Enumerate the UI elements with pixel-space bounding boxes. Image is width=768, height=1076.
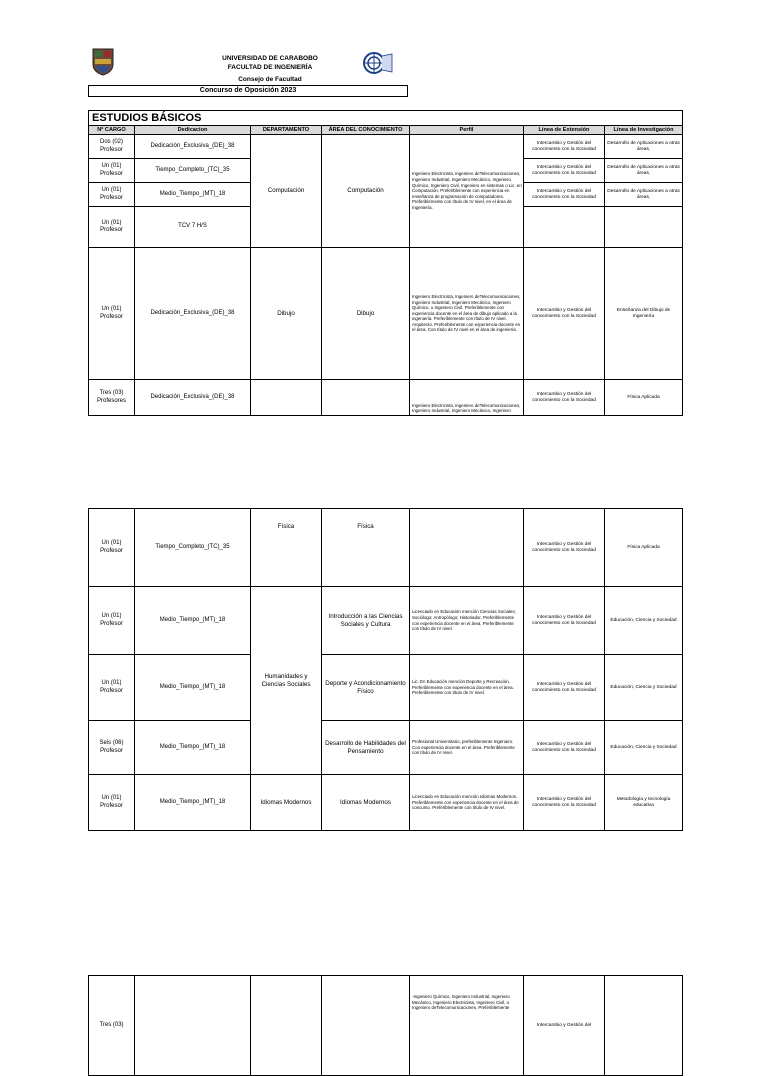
cargo-cell: Seis (06) Profesor xyxy=(89,721,135,775)
cargo-cell: Un (01) Profesor xyxy=(89,159,135,183)
investigacion-cell: Física Aplicada xyxy=(605,509,683,587)
table-row xyxy=(89,775,683,831)
table-row xyxy=(89,135,683,159)
perfil-cell: Lic. En Educación mención Deporte y Recreación. Preferiblemente con experiencia docente en el área. Preferiblemente con título de IV nivel. xyxy=(410,655,524,721)
perfil-cell: Ingeniero Electricista, Ingeniero deTelecomunicaciones, Ingeniero Industrial, Ingeniero Mecánico, Ingeniero xyxy=(410,380,524,416)
investigacion-cell: Educación, Ciencia y Sociedad xyxy=(605,721,683,775)
investigacion-cell: Física Aplicada xyxy=(605,380,683,416)
perfil-cell xyxy=(410,509,524,587)
cargo-cell: Un (01) Profesor xyxy=(89,587,135,655)
table-next-page xyxy=(88,975,683,1076)
extension-cell xyxy=(524,207,605,248)
table-row xyxy=(89,587,683,655)
table-row xyxy=(89,380,683,416)
departamento-cell xyxy=(251,976,322,1076)
cargo-cell: Dos (02) Profesor xyxy=(89,135,135,159)
faculty-name: FACULTAD DE INGENIERÍA xyxy=(227,64,313,71)
dedicacion-cell: Medio_Tiempo_(MT)_18 xyxy=(135,587,251,655)
col-header-departamento: DEPARTAMENTO xyxy=(251,126,322,135)
extension-cell: Intercambio y Gestión del conocimiento con la Sociedad xyxy=(524,587,605,655)
investigacion-cell: Enseñanza del Dibujo de Ingeniería xyxy=(605,248,683,380)
table-row xyxy=(89,655,683,721)
col-header-perfil: Perfil xyxy=(410,126,524,135)
area-cell: Física xyxy=(322,509,410,587)
col-header-investigacion: Línea de Investigación xyxy=(605,126,683,135)
extension-cell: Intercambio y Gestión del conocimiento con la Sociedad xyxy=(524,135,605,159)
extension-cell: Intercambio y Gestión del conocimiento con la Sociedad xyxy=(524,721,605,775)
departamento-cell: Computación xyxy=(251,135,322,248)
table-row xyxy=(89,248,683,380)
investigacion-cell: Educación, Ciencia y Sociedad xyxy=(605,655,683,721)
dedicacion-cell: Tiempo_Completo_(TC)_35 xyxy=(135,509,251,587)
dedicacion-cell: Medio_Tiempo_(MT)_18 xyxy=(135,183,251,207)
area-cell xyxy=(322,976,410,1076)
perfil-cell: Ingeniero Electricista, Ingeniero deTelecomunicaciones, Ingeniero Industrial, Ingeniero Mecánico, Ingeniero Químico, o Ingeniero Civil. Preferiblemente con experiencia docente en el área de dibujo aplicado a la ingeniería. Preferiblemente con título de IV nivel. Arquitecto. Preferiblemente con experiencia docente en el área. Con título de IV nivel en el área de ingeniería. xyxy=(410,248,524,380)
cargo-cell: Un (01) Profesor xyxy=(89,775,135,831)
area-cell: Introducción a las Ciencias Sociales y Cultura xyxy=(322,587,410,655)
dedicacion-cell: Dedicación_Exclusiva_(DE)_38 xyxy=(135,380,251,416)
perfil-cell: -Ingeniero Químico, Ingeniero Industrial, Ingeniero Mecánico, Ingeniero Electricista, Ingeniero Civil, o Ingeniero deTelecomunicaciones. Preferiblemente xyxy=(410,976,524,1076)
table-estudios-basicos-clip xyxy=(88,110,682,423)
council-name: Consejo de Facultad xyxy=(238,76,302,83)
dedicacion-cell: Medio_Tiempo_(MT)_18 xyxy=(135,655,251,721)
perfil-cell: Licenciado en Educación mención Ciencias Sociales; Sociólogo; Antropólogo; Historiador. Preferiblemente con experiencia docente en el área. Preferiblemente con título de IV nivel. xyxy=(410,587,524,655)
contest-title: Concurso de Oposición 2023 xyxy=(88,85,408,97)
table-continuation xyxy=(88,508,683,831)
area-cell: Computación xyxy=(322,135,410,248)
cargo-cell: Un (01) Profesor xyxy=(89,207,135,248)
col-header-dedicacion: Dedicacion xyxy=(135,126,251,135)
table-row xyxy=(89,721,683,775)
investigacion-cell xyxy=(605,976,683,1076)
extension-cell: Intercambio y Gestión del conocimiento con la Sociedad xyxy=(524,380,605,416)
departamento-cell xyxy=(251,380,322,416)
investigacion-cell: Desarrollo de Aplicaciones a otras áreas. xyxy=(605,135,683,159)
table-estudios-basicos xyxy=(88,110,683,416)
perfil-cell: Ingeniero Electricista, Ingeniero deTelecomunicaciones, Ingeniero Industrial, Ingeniero Mecánico, Ingeniero Químico, Ingeniero Civil, Ingeniero en sistemas o Lic. en Computación. Preferiblemente con experiencia en enseñanza de programación de computadores. Preferiblemente con título de IV nivel, en el área de Ingeniería. xyxy=(410,135,524,248)
dedicacion-cell: Medio_Tiempo_(MT)_18 xyxy=(135,721,251,775)
investigacion-cell: Desarrollo de Aplicaciones a otras áreas. xyxy=(605,183,683,207)
dedicacion-cell: TCV 7 H/S xyxy=(135,207,251,248)
investigacion-cell: Educación, Ciencia y Sociedad xyxy=(605,587,683,655)
area-cell: Desarrollo de Habilidades del Pensamiento xyxy=(322,721,410,775)
cargo-cell: Un (01) Profesor xyxy=(89,655,135,721)
extension-cell: Intercambio y Gestión del xyxy=(524,976,605,1076)
extension-cell: Intercambio y Gestión del conocimiento con la Sociedad xyxy=(524,775,605,831)
university-shield-logo xyxy=(92,48,114,76)
cargo-cell: Tres (03) Profesores xyxy=(89,380,135,416)
departamento-cell: Idiomas Modernos xyxy=(251,775,322,831)
col-header-cargo: Nº CARGO xyxy=(89,126,135,135)
dedicacion-cell: Dedicación_Exclusiva_(DE)_38 xyxy=(135,135,251,159)
university-name: UNIVERSIDAD DE CARABOBO xyxy=(222,55,318,62)
area-cell xyxy=(322,380,410,416)
table-next-page-clip xyxy=(88,975,682,1028)
departamento-cell: Humanidades y Ciencias Sociales xyxy=(251,587,322,775)
dedicacion-cell: Tiempo_Completo_(TC)_35 xyxy=(135,159,251,183)
cargo-cell: Un (01) Profesor xyxy=(89,509,135,587)
area-cell: Idiomas Modernos xyxy=(322,775,410,831)
table-row xyxy=(89,509,683,587)
extension-cell: Intercambio y Gestión del conocimiento con la Sociedad xyxy=(524,159,605,183)
section-title: ESTUDIOS BÁSICOS xyxy=(89,111,683,126)
dedicacion-cell: Medio_Tiempo_(MT)_18 xyxy=(135,775,251,831)
cargo-cell: Un (01) Profesor xyxy=(89,183,135,207)
extension-cell: Intercambio y Gestión del conocimiento con la Sociedad xyxy=(524,248,605,380)
col-header-area: ÁREA DEL CONOCIMIENTO xyxy=(322,126,410,135)
departamento-cell: Física xyxy=(251,509,322,587)
area-cell: Deporte y Acondicionamiento Físico xyxy=(322,655,410,721)
faculty-logo xyxy=(362,50,406,76)
dedicacion-cell xyxy=(135,976,251,1076)
departamento-cell: Dibujo xyxy=(251,248,322,380)
extension-cell: Intercambio y Gestión del conocimiento con la Sociedad xyxy=(524,509,605,587)
cargo-cell: Tres (03) xyxy=(89,976,135,1076)
table-header-row xyxy=(89,126,683,135)
cargo-cell: Un (01) Profesor xyxy=(89,248,135,380)
col-header-extension: Línea de Extensión xyxy=(524,126,605,135)
perfil-cell: Licenciado en Educación mención Idiomas Modernos. Preferiblemente con experiencia docente en el área de concurso. Preferiblemente con título de IV nivel. xyxy=(410,775,524,831)
extension-cell: Intercambio y Gestión del conocimiento con la Sociedad xyxy=(524,655,605,721)
investigacion-cell: Metodología y tecnología educativa xyxy=(605,775,683,831)
investigacion-cell: Desarrollo de Aplicaciones a otras áreas. xyxy=(605,159,683,183)
perfil-cell: Profesional Universitario, preferiblemente Ingeniero. Con experiencia docente en el área. Preferiblemente con título de IV nivel. xyxy=(410,721,524,775)
investigacion-cell xyxy=(605,207,683,248)
table-row xyxy=(89,976,683,1076)
extension-cell: Intercambio y Gestión del conocimiento con la Sociedad xyxy=(524,183,605,207)
dedicacion-cell: Dedicación_Exclusiva_(DE)_38 xyxy=(135,248,251,380)
area-cell: Dibujo xyxy=(322,248,410,380)
